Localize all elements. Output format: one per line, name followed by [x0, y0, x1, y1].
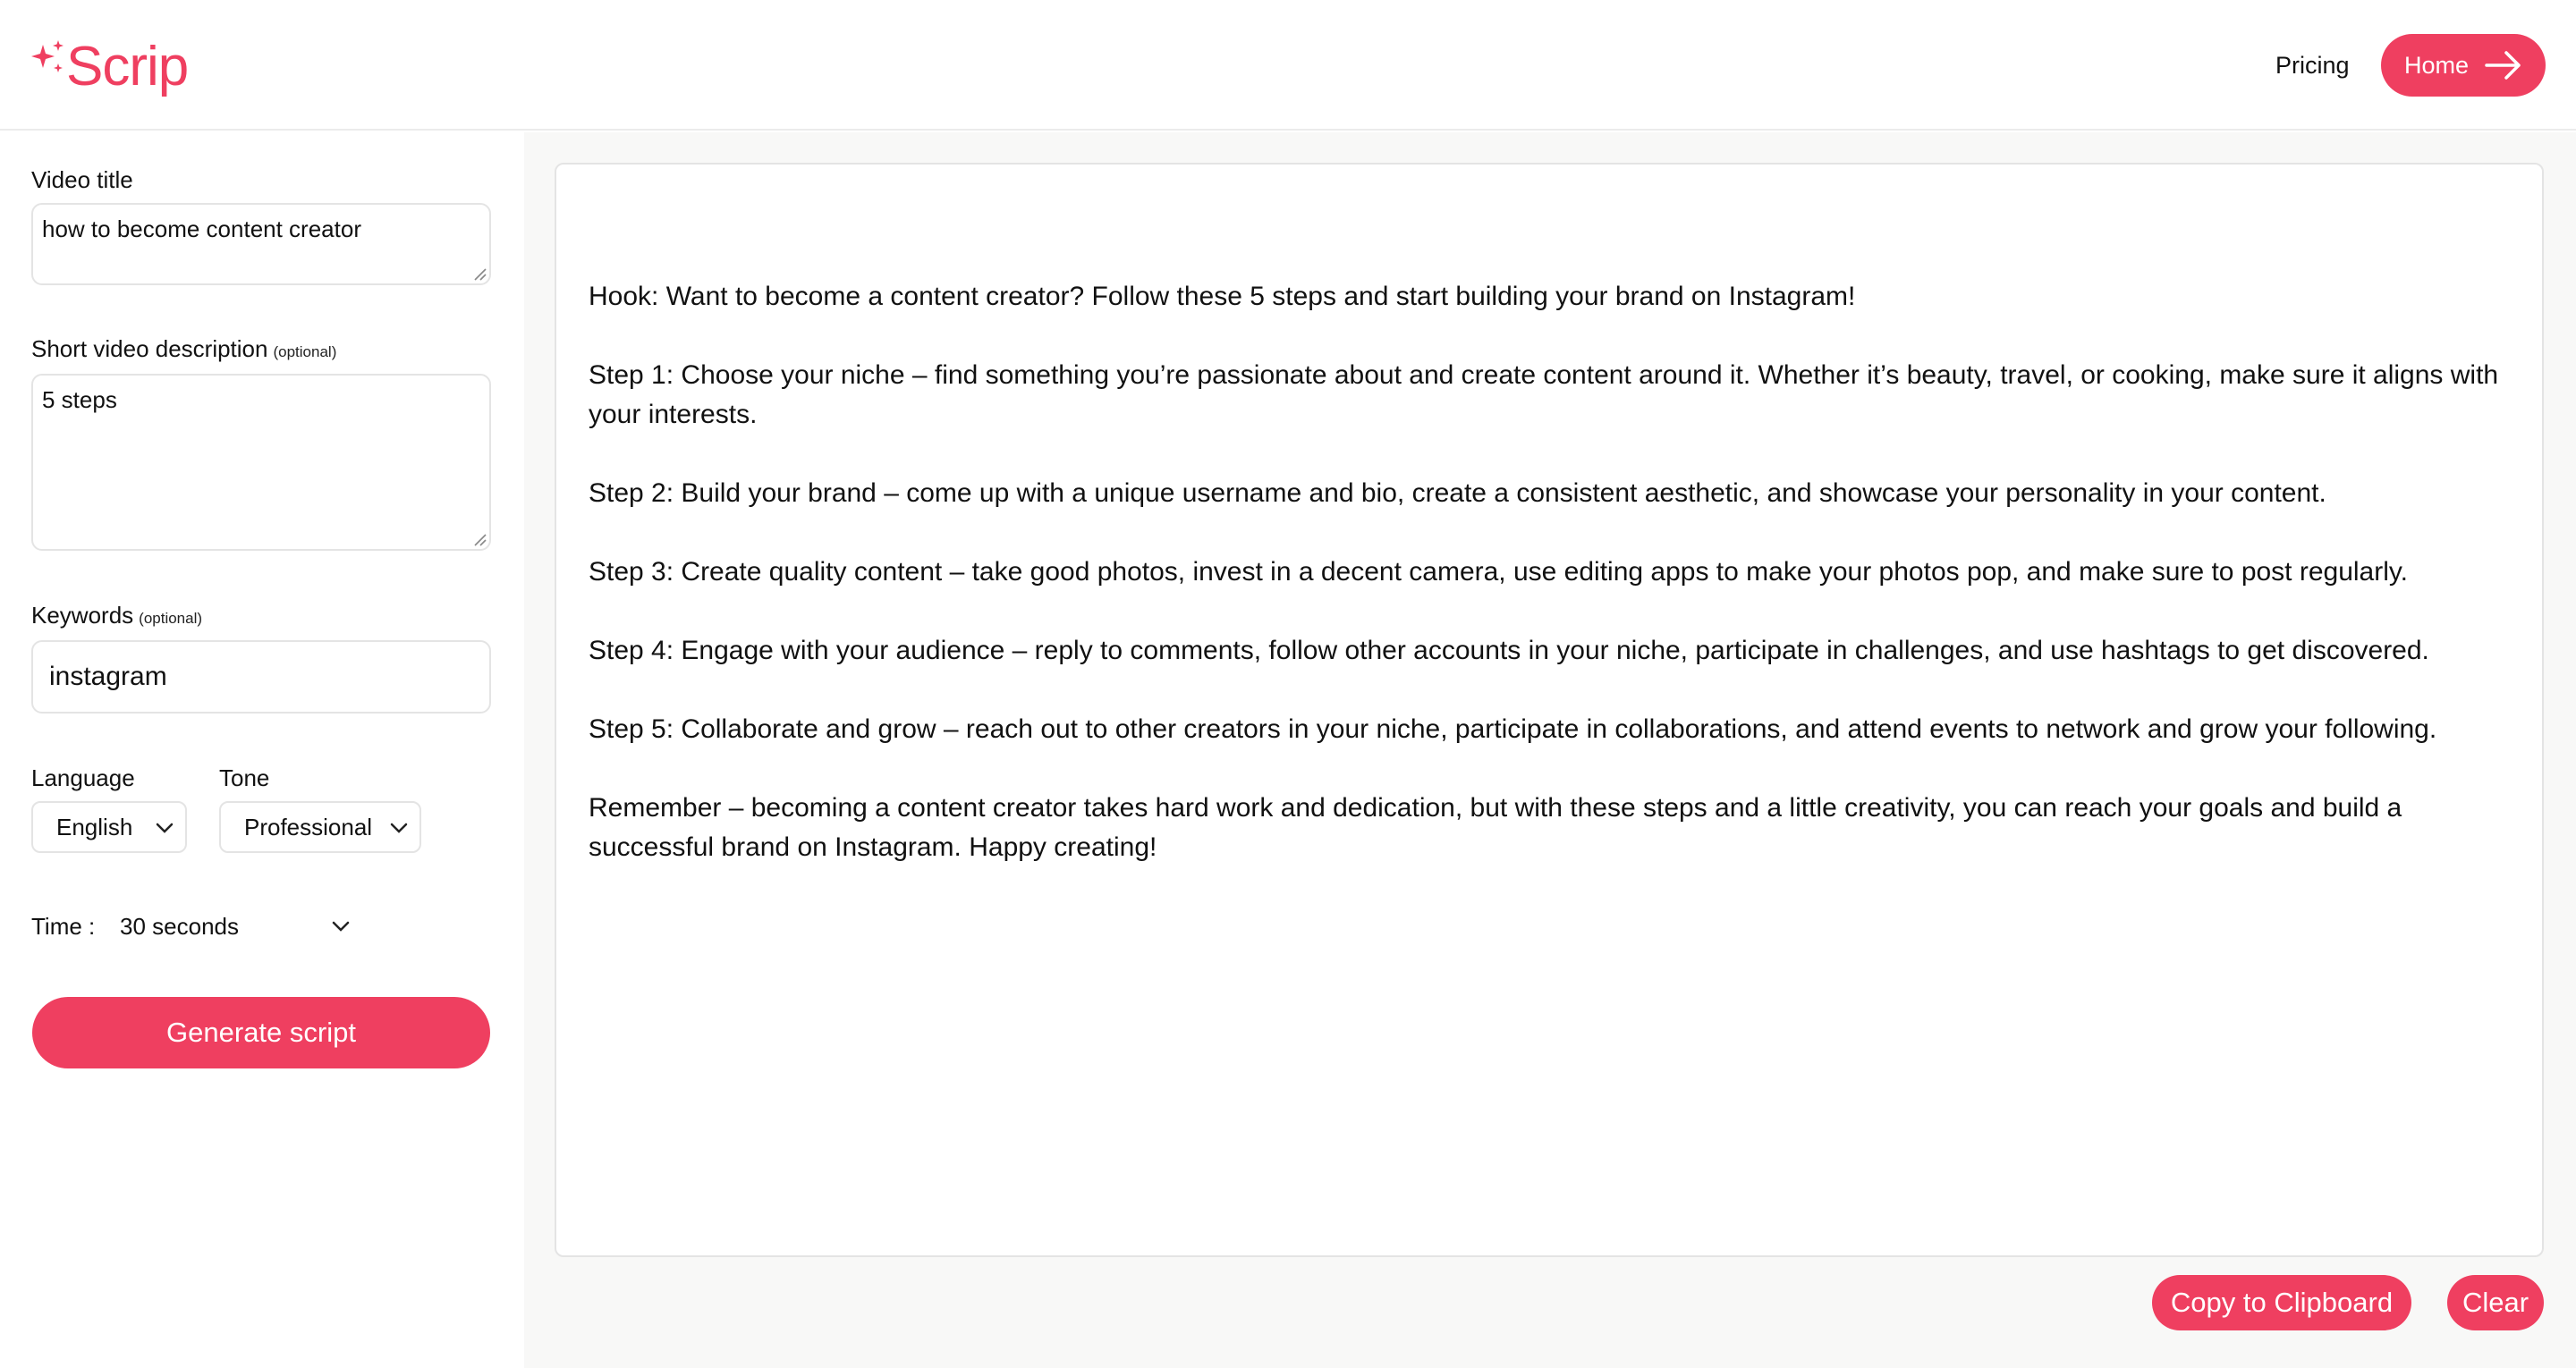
- script-paragraph-hook: Hook: Want to become a content creator? Follow these 5 steps and start building your brand on Instagram!: [589, 282, 1856, 311]
- tone-select-value: Professional: [244, 813, 373, 840]
- language-label: Language: [31, 764, 135, 791]
- resize-grip-icon[interactable]: [472, 532, 487, 546]
- resize-grip-icon[interactable]: [472, 266, 487, 281]
- script-paragraph-step-5: Step 5: Collaborate and grow – reach out to other creators in your niche, participate in collaborations, and attend events to network and grow your following.: [589, 714, 2437, 744]
- home-button-label: Home: [2404, 51, 2470, 79]
- logo[interactable]: [30, 34, 188, 106]
- time-select[interactable]: [120, 907, 358, 946]
- nav-pricing-link[interactable]: Pricing: [2275, 52, 2350, 79]
- logo-text: Scrip: [66, 36, 189, 97]
- keywords-label-text: Keywords: [31, 602, 134, 629]
- script-output-box[interactable]: [555, 163, 2544, 1257]
- time-select-value: 30 seconds: [120, 912, 239, 940]
- video-title-label: Video title: [31, 166, 133, 193]
- script-paragraph-step-3: Step 3: Create quality content – take good photos, invest in a decent camera, use editing apps to make your photos pop, and make sure to post regularly.: [589, 557, 2409, 587]
- language-select-value: English: [56, 813, 133, 840]
- description-optional-note: (optional): [273, 343, 337, 360]
- video-title-input[interactable]: [31, 203, 491, 285]
- clear-button[interactable]: Clear: [2447, 1275, 2544, 1330]
- arrow-right-icon: [2485, 50, 2522, 80]
- tone-label: Tone: [219, 764, 270, 791]
- script-paragraph-step-4: Step 4: Engage with your audience – reply to comments, follow other accounts in your niche, participate in challenges, and use hashtags to get discovered.: [589, 636, 2429, 665]
- script-form-panel: [0, 132, 524, 1368]
- script-paragraph-step-1: Step 1: Choose your niche – find something you’re passionate about and create content around it. Whether it’s beauty, travel, or cooking, make sure it aligns with your interests.: [589, 360, 2499, 429]
- time-label: Time :: [31, 913, 96, 940]
- chevron-down-icon: [389, 821, 409, 835]
- keywords-input[interactable]: [31, 640, 491, 714]
- language-select[interactable]: [31, 801, 187, 853]
- tone-select[interactable]: [219, 801, 421, 853]
- copy-to-clipboard-button[interactable]: Copy to Clipboard: [2152, 1275, 2411, 1330]
- home-button[interactable]: [2381, 34, 2546, 97]
- description-input[interactable]: [31, 374, 491, 551]
- keywords-optional-note: (optional): [139, 610, 203, 627]
- chevron-down-icon: [155, 821, 174, 835]
- sparkle-icon: [30, 39, 66, 79]
- chevron-down-icon: [331, 919, 351, 933]
- keywords-label: [31, 601, 202, 633]
- description-label-text: Short video description: [31, 335, 268, 362]
- description-label: [31, 334, 336, 367]
- generate-script-button[interactable]: Generate script: [32, 997, 490, 1068]
- top-header: [0, 0, 2576, 131]
- script-paragraph-closing: Remember – becoming a content creator takes hard work and dedication, but with these steps and a little creativity, you can reach your goals and build a successful brand on Instagram. Happy creating!: [589, 793, 2402, 862]
- script-paragraph-step-2: Step 2: Build your brand – come up with a unique username and bio, create a consistent aesthetic, and showcase your personality in your content.: [589, 478, 2326, 508]
